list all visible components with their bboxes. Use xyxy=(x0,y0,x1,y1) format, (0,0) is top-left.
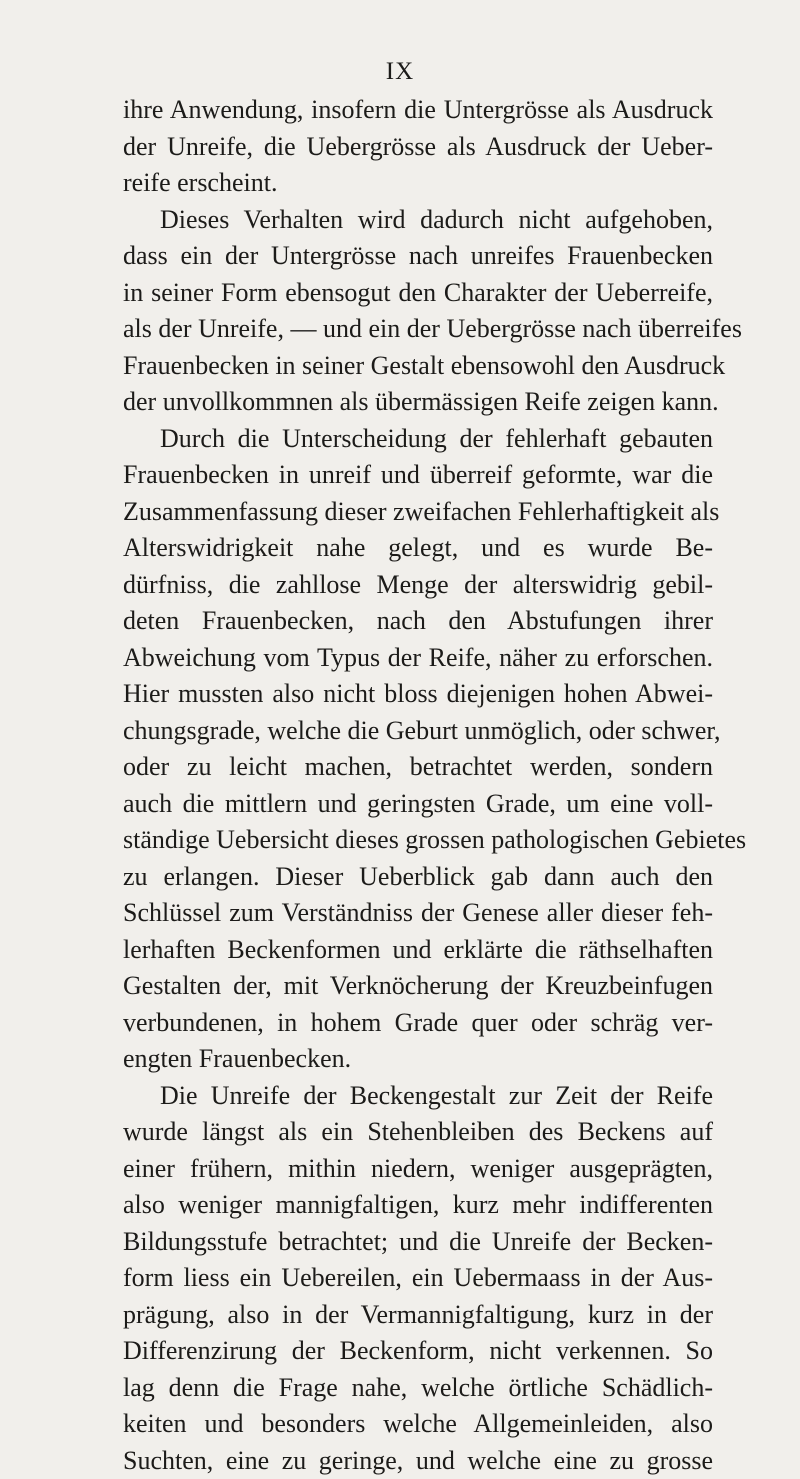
text-line: Differenzirung der Beckenform, nicht verkennen. So xyxy=(123,1333,713,1370)
text-line: auch die mittlern und geringsten Grade, um eine voll- xyxy=(123,786,713,823)
text-line: in seiner Form ebensogut den Charakter der Ueberreife, xyxy=(123,275,713,312)
text-line: reife erscheint. xyxy=(123,165,713,202)
body-text xyxy=(123,92,713,1479)
text-line: der unvollkommnen als übermässigen Reife zeigen kann. xyxy=(123,384,713,421)
text-line: der Unreife, die Uebergrösse als Ausdruck der Ueber- xyxy=(123,129,713,166)
text-line: keiten und besonders welche Allgemeinleiden, also xyxy=(123,1406,713,1443)
text-line: Frauenbecken in unreif und überreif geformte, war die xyxy=(123,457,713,494)
text-line: einer frühern, mithin niedern, weniger ausgeprägten, xyxy=(123,1151,713,1188)
text-line: lerhaften Beckenformen und erklärte die räthselhaften xyxy=(123,932,713,969)
page-number: IX xyxy=(0,58,800,86)
text-line: Abweichung vom Typus der Reife, näher zu erforschen. xyxy=(123,640,713,677)
text-line: Alterswidrigkeit nahe gelegt, und es wurde Be- xyxy=(123,530,713,567)
text-line: engten Frauenbecken. xyxy=(123,1041,713,1078)
text-line: oder zu leicht machen, betrachtet werden, sondern xyxy=(123,749,713,786)
text-line: also weniger mannigfaltigen, kurz mehr indifferenten xyxy=(123,1187,713,1224)
text-line: ihre Anwendung, insofern die Untergrösse als Ausdruck xyxy=(123,92,713,129)
text-line: lag denn die Frage nahe, welche örtliche Schädlich- xyxy=(123,1370,713,1407)
text-line: Frauenbecken in seiner Gestalt ebensowohl den Ausdruck xyxy=(123,348,713,385)
text-line: dass ein der Untergrösse nach unreifes Frauenbecken xyxy=(123,238,713,275)
text-line: Gestalten der, mit Verknöcherung der Kreuzbeinfugen xyxy=(123,968,713,1005)
text-line: deten Frauenbecken, nach den Abstufungen ihrer xyxy=(123,603,713,640)
text-line: dürfniss, die zahllose Menge der alterswidrig gebil- xyxy=(123,567,713,604)
text-line: Hier mussten also nicht bloss diejenigen hohen Abwei- xyxy=(123,676,713,713)
text-line: prägung, also in der Vermannigfaltigung, kurz in der xyxy=(123,1297,713,1334)
text-line: chungsgrade, welche die Geburt unmöglich, oder schwer, xyxy=(123,713,713,750)
text-line: Zusammenfassung dieser zweifachen Fehlerhaftigkeit als xyxy=(123,494,713,531)
text-line: form liess ein Uebereilen, ein Uebermaass in der Aus- xyxy=(123,1260,713,1297)
text-line: Suchten, eine zu geringe, und welche eine zu grosse xyxy=(123,1443,713,1479)
text-line: Die Unreife der Beckengestalt zur Zeit der Reife xyxy=(123,1078,713,1115)
text-line: Dieses Verhalten wird dadurch nicht aufgehoben, xyxy=(123,202,713,239)
text-line: als der Unreife, — und ein der Uebergrösse nach überreifes xyxy=(123,311,713,348)
text-line: Durch die Unterscheidung der fehlerhaft gebauten xyxy=(123,421,713,458)
text-line: ständige Uebersicht dieses grossen pathologischen Gebietes xyxy=(123,822,713,859)
text-line: Bildungsstufe betrachtet; und die Unreife der Becken- xyxy=(123,1224,713,1261)
text-line: verbundenen, in hohem Grade quer oder schräg ver- xyxy=(123,1005,713,1042)
text-line: zu erlangen. Dieser Ueberblick gab dann auch den xyxy=(123,859,713,896)
text-line: wurde längst als ein Stehenbleiben des Beckens auf xyxy=(123,1114,713,1151)
text-line: Schlüssel zum Verständniss der Genese aller dieser feh- xyxy=(123,895,713,932)
